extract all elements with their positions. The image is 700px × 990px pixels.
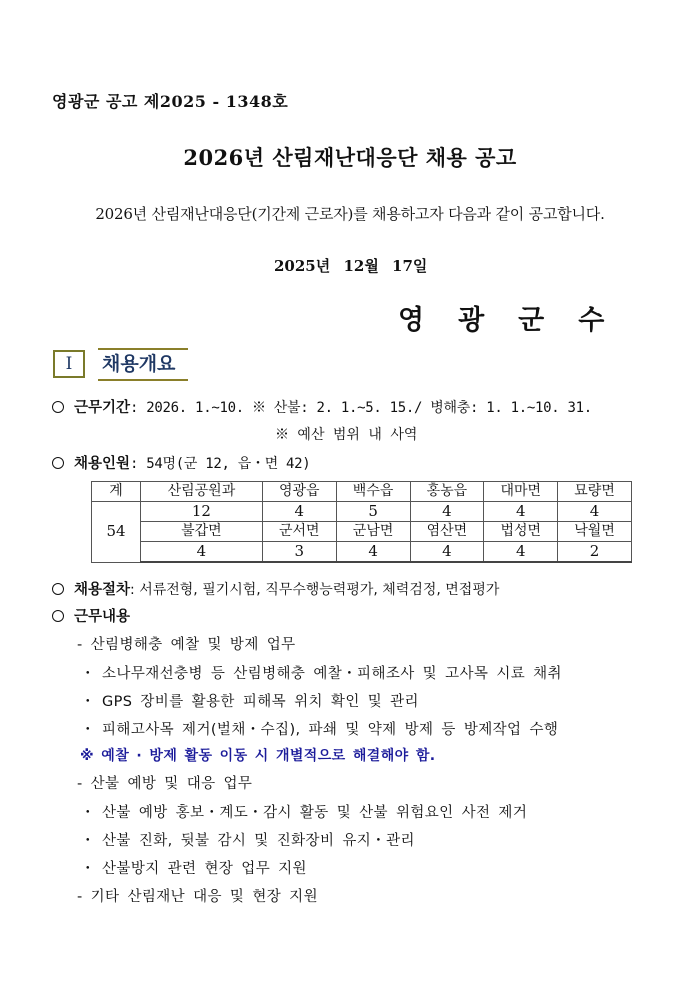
item-headcount (52, 452, 310, 473)
item-label: 근무기간 (74, 400, 131, 416)
notice-date: 2025년 12월 17일 (274, 257, 428, 275)
circle-bullet-icon (52, 610, 64, 622)
table-cell: 4 (410, 502, 484, 522)
signer: 영광군수 (398, 305, 639, 336)
intro-text: 2026년 산림재난대응단(기간제 근로자)를 채용하고자 다음과 같이 공고합니다. (95, 205, 605, 223)
table-row (92, 522, 632, 542)
item-value: : 서류전형, 필기시험, 직무수행능력평가, 체력검정, 면접평가 (130, 582, 500, 598)
table-cell: 5 (336, 502, 410, 522)
section-title: 채용개요 (98, 348, 188, 381)
table-header: 백수읍 (336, 482, 410, 502)
duty-group-title: - 산림병해충 예찰 및 방제 업무 (77, 637, 296, 653)
item-label: 채용인원 (74, 456, 131, 472)
quota-table (91, 481, 632, 563)
table-total-value: 54 (92, 502, 141, 563)
item-process (52, 578, 499, 599)
table-header: 홍농읍 (410, 482, 484, 502)
table-header: 낙월면 (558, 522, 632, 542)
table-header: 법성면 (484, 522, 558, 542)
item-value: : 54명(군 12, 읍・면 42) (130, 456, 311, 472)
circle-bullet-icon (52, 457, 64, 469)
table-header: 불갑면 (141, 522, 263, 542)
table-header-total: 계 (92, 482, 141, 502)
item-work-period (52, 396, 592, 417)
table-cell: 2 (558, 542, 632, 563)
table-header: 대마면 (484, 482, 558, 502)
table-row (92, 482, 632, 502)
table-cell: 4 (336, 542, 410, 563)
duty-note: ※ 예찰 · 방제 활동 이동 시 개별적으로 해결해야 함. (80, 748, 436, 764)
period-note: ※ 예산 범위 내 사역 (275, 427, 418, 443)
document-title: 2026년 산림재난대응단 채용 공고 (183, 145, 517, 170)
table-header: 묘량면 (558, 482, 632, 502)
table-cell: 3 (262, 542, 336, 563)
table-row (92, 502, 632, 522)
duty-list-item: ・ 산불방지 관련 현장 업무 지원 (80, 857, 307, 878)
table-cell: 4 (262, 502, 336, 522)
table-header: 영광읍 (262, 482, 336, 502)
notice-number: 영광군 공고 제2025 - 1348호 (52, 92, 289, 111)
item-duties (52, 605, 130, 626)
table-cell: 12 (141, 502, 263, 522)
table-cell: 4 (558, 502, 632, 522)
table-header: 군남면 (336, 522, 410, 542)
dot-bullet-icon: ・ (80, 694, 96, 710)
table-header: 산림공원과 (141, 482, 263, 502)
dot-bullet-icon: ・ (80, 805, 96, 821)
item-label: 채용절차 (74, 582, 131, 598)
duty-group-title: - 산불 예방 및 대응 업무 (77, 776, 253, 792)
circle-bullet-icon (52, 583, 64, 595)
dot-bullet-icon: ・ (80, 861, 96, 877)
table-header: 군서면 (262, 522, 336, 542)
section-number: Ⅰ (53, 350, 85, 378)
table-cell: 4 (410, 542, 484, 563)
duty-list-item: ・ GPS 장비를 활용한 피해목 위치 확인 및 관리 (80, 690, 419, 711)
table-header: 염산면 (410, 522, 484, 542)
item-value: : 2026. 1.~10. ※ 산불: 2. 1.~5. 15./ 병해충: 1. 1.~10. 31. (130, 400, 592, 416)
table-cell: 4 (484, 542, 558, 563)
table-cell: 4 (141, 542, 263, 563)
duty-list-item: ・ 산불 예방 홍보・계도・감시 활동 및 산불 위험요인 사전 제거 (80, 801, 527, 822)
circle-bullet-icon (52, 401, 64, 413)
duty-list-item: ・ 소나무재선충병 등 산림병해충 예찰・피해조사 및 고사목 시료 채취 (80, 662, 562, 683)
duty-list-item: ・ 피해고사목 제거(벌채・수집), 파쇄 및 약제 방제 등 방제작업 수행 (80, 718, 558, 739)
dot-bullet-icon: ・ (80, 722, 96, 738)
table-row (92, 542, 632, 563)
table-cell: 4 (484, 502, 558, 522)
item-label: 근무내용 (74, 609, 131, 625)
duty-group-title: - 기타 산림재난 대응 및 현장 지원 (77, 889, 318, 905)
duty-list-item: ・ 산불 진화, 뒷불 감시 및 진화장비 유지・관리 (80, 829, 415, 850)
dot-bullet-icon: ・ (80, 666, 96, 682)
dot-bullet-icon: ・ (80, 833, 96, 849)
